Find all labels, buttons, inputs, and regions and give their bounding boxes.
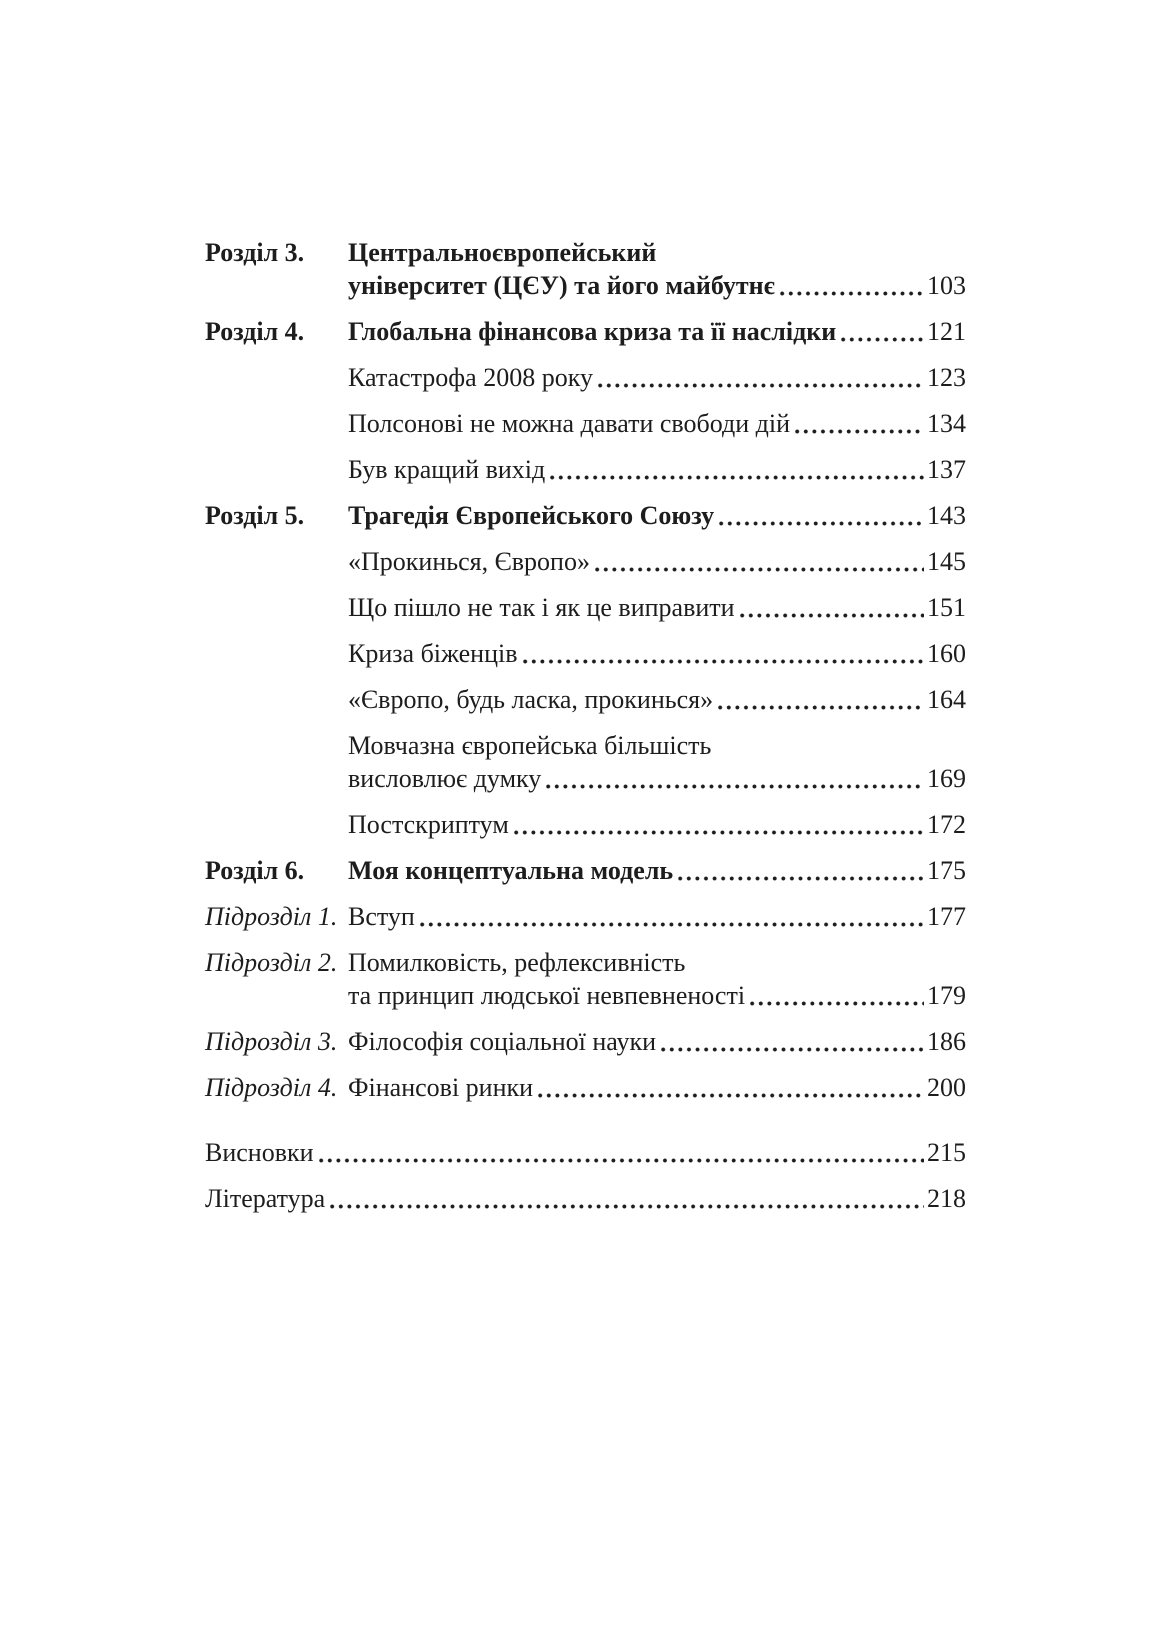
dot-leader [661,1025,924,1058]
toc-entry [205,407,966,440]
page-number: 177 [927,902,966,931]
toc-entry [205,545,966,578]
entry-final-line [348,453,966,486]
entry-final-line [348,407,966,440]
page-number: 179 [927,981,966,1010]
entry-title: Криза біженців [348,639,518,668]
dot-leader [718,683,924,716]
entry-final-line [348,900,966,933]
dot-leader [740,591,924,624]
dot-leader [780,269,924,302]
entry-title: Катастрофа 2008 року [348,363,593,392]
dot-leader [719,499,924,532]
entry-body [348,1025,966,1058]
page-number: 121 [927,317,966,346]
dot-leader [538,1071,924,1104]
page-number: 151 [927,593,966,622]
page-number: 215 [927,1138,966,1167]
dot-leader [595,545,924,578]
entry-body [348,808,966,841]
entry-title: та принцип людської невпевненості [348,981,746,1010]
page-number: 143 [927,501,966,530]
entry-final-line [348,1025,966,1058]
dot-leader [546,762,924,795]
entry-final-line [348,499,966,532]
page-number: 137 [927,455,966,484]
entry-title: університет (ЦЄУ) та його майбутнє [348,271,775,300]
toc-entry [205,900,966,933]
toc-entry [205,637,966,670]
toc-entry [205,683,966,716]
page-number: 123 [927,363,966,392]
dot-leader [841,315,924,348]
entry-body [348,900,966,933]
entry-title: висловлює думку [348,764,542,793]
entry-title: Глобальна фінансова криза та її наслідки [348,317,837,346]
entry-title: Філософія соціальної науки [348,1027,657,1056]
entry-title-line: Помилковість, рефлексивність [348,948,686,977]
toc-entry [205,729,966,795]
dot-leader [420,900,924,933]
entry-final-line [348,361,966,394]
entry-final-line [348,979,966,1012]
entry-title: Фінансові ринки [348,1073,534,1102]
page-number: 134 [927,409,966,438]
entry-final-line [348,1071,966,1104]
toc-entry [205,1182,966,1215]
toc-entry [205,946,966,1012]
entry-body [348,1071,966,1104]
dot-leader [750,979,924,1012]
entry-final-line [348,808,966,841]
entry-body [205,1182,966,1215]
page-number: 200 [927,1073,966,1102]
entry-final-line [348,637,966,670]
entry-title-line: Центральноєвропейський [348,238,657,267]
page-number: 172 [927,810,966,839]
entry-title: Трагедія Європейського Союзу [348,501,715,530]
page-number: 103 [927,271,966,300]
entry-title: Моя концептуальна модель [348,856,674,885]
entry-title: Був кращий вихід [348,455,546,484]
dot-leader [598,361,924,394]
toc-entry [205,1136,966,1169]
entry-label: Підрозділ 4. [205,1073,338,1102]
entry-title: Висновки [205,1138,314,1167]
entry-body [348,729,966,795]
page-number: 175 [927,856,966,885]
entry-title-line: Мовчазна європейська більшість [348,731,712,760]
entry-body [348,236,966,302]
entry-body [348,407,966,440]
entry-final-line [348,315,966,348]
toc-entry [205,499,966,532]
toc-entry [205,1071,966,1104]
toc-entry [205,808,966,841]
entry-final-line [348,762,966,795]
entry-body [348,453,966,486]
entry-body [348,315,966,348]
toc-entry [205,315,966,348]
entry-title: «Прокинься, Європо» [348,547,590,576]
toc-entry [205,453,966,486]
dot-leader [330,1182,924,1215]
entry-final-line [205,1136,966,1169]
toc-entry [205,1025,966,1058]
entry-final-line [348,854,966,887]
entry-body [348,591,966,624]
toc-entry [205,591,966,624]
dot-leader [550,453,924,486]
dot-leader [523,637,924,670]
entry-body [348,499,966,532]
entry-body [348,854,966,887]
entry-title: Вступ [348,902,415,931]
page-number: 145 [927,547,966,576]
page-number: 160 [927,639,966,668]
page-number: 186 [927,1027,966,1056]
entry-title: Постскриптум [348,810,509,839]
dot-leader [514,808,924,841]
entry-label: Розділ 3. [205,238,305,267]
entry-final-line [348,591,966,624]
entry-body [348,946,966,1012]
entry-final-line [348,545,966,578]
toc-entry [205,236,966,302]
entry-body [348,637,966,670]
entry-body [348,545,966,578]
entry-label: Розділ 4. [205,317,305,346]
dot-leader [678,854,924,887]
dot-leader [795,407,924,440]
entry-label: Підрозділ 2. [205,948,338,977]
entry-title: Полсонові не можна давати свободи дій [348,409,791,438]
entry-label: Розділ 5. [205,501,305,530]
entry-body [348,361,966,394]
entry-label: Підрозділ 3. [205,1027,338,1056]
entry-body [205,1136,966,1169]
toc-entry [205,854,966,887]
entry-label: Підрозділ 1. [205,902,338,931]
entry-title: Література [205,1184,326,1213]
entry-title: Що пішло не так і як це виправити [348,593,735,622]
entry-final-line [205,1182,966,1215]
entry-label: Розділ 6. [205,856,305,885]
entry-title: «Європо, будь ласка, прокинься» [348,685,714,714]
page-number: 169 [927,764,966,793]
page-number: 164 [927,685,966,714]
entry-body [348,683,966,716]
toc-entry [205,361,966,394]
dot-leader [319,1136,924,1169]
entry-final-line [348,683,966,716]
entry-final-line [348,269,966,302]
page-number: 218 [927,1184,966,1213]
